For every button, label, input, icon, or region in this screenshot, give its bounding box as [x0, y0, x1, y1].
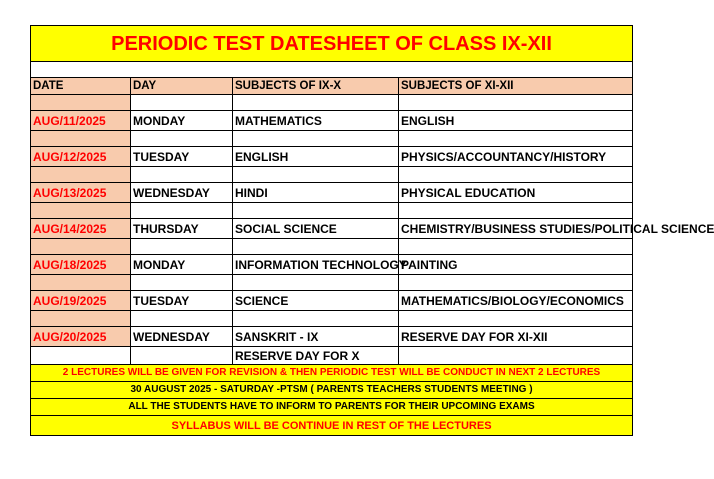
datesheet-table — [30, 25, 714, 436]
subject-xi-xii: ENGLISH — [399, 111, 633, 131]
subject-xi-xii: PHYSICAL EDUCATION — [399, 183, 633, 203]
blank-row — [31, 311, 633, 327]
reserve-day-x: RESERVE DAY FOR X — [233, 347, 399, 365]
exam-date: AUG/14/2025 — [31, 219, 131, 239]
exam-date: AUG/11/2025 — [31, 111, 131, 131]
exam-day: TUESDAY — [131, 147, 233, 167]
table-row — [31, 219, 633, 239]
exam-day: TUESDAY — [131, 291, 233, 311]
table-row — [31, 147, 633, 167]
table-row — [31, 111, 633, 131]
header-day: DAY — [131, 78, 233, 95]
table-row — [31, 327, 633, 347]
note-row — [31, 365, 633, 382]
exam-date: AUG/13/2025 — [31, 183, 131, 203]
reserve-row — [31, 347, 633, 365]
blank-row — [31, 275, 633, 291]
exam-date: AUG/18/2025 — [31, 255, 131, 275]
exam-date: AUG/20/2025 — [31, 327, 131, 347]
subject-ix-x: HINDI — [233, 183, 399, 203]
subject-ix-x: INFORMATION TECHNOLOGY — [233, 255, 399, 275]
blank-row — [31, 95, 633, 111]
blank-row — [31, 167, 633, 183]
exam-date: AUG/12/2025 — [31, 147, 131, 167]
note-syllabus: SYLLABUS WILL BE CONTINUE IN REST OF THE LECTURES — [31, 416, 633, 436]
blank-row — [31, 203, 633, 219]
note-row — [31, 399, 633, 416]
table-row — [31, 183, 633, 203]
note-ptsm: 30 AUGUST 2025 - SATURDAY -PTSM ( PARENTS TEACHERS STUDENTS MEETING ) — [31, 382, 633, 399]
exam-day: MONDAY — [131, 111, 233, 131]
title-row — [31, 26, 633, 62]
blank-row — [31, 239, 633, 255]
subject-xi-xii: MATHEMATICS/BIOLOGY/ECONOMICS — [399, 291, 633, 311]
subject-ix-x: ENGLISH — [233, 147, 399, 167]
exam-day: WEDNESDAY — [131, 327, 233, 347]
subject-xi-xii: PAINTING — [399, 255, 633, 275]
exam-day: THURSDAY — [131, 219, 233, 239]
subject-xi-xii: CHEMISTRY/BUSINESS STUDIES/POLITICAL SCIENCE — [399, 219, 633, 239]
blank-row — [31, 62, 633, 78]
table-row — [31, 291, 633, 311]
header-row — [31, 78, 633, 95]
subject-ix-x: SCIENCE — [233, 291, 399, 311]
subject-ix-x: SOCIAL SCIENCE — [233, 219, 399, 239]
blank-row — [31, 131, 633, 147]
header-subjects-ix-x: SUBJECTS OF IX-X — [233, 78, 399, 95]
subject-ix-x: SANSKRIT - IX — [233, 327, 399, 347]
subject-xi-xii: PHYSICS/ACCOUNTANCY/HISTORY — [399, 147, 633, 167]
table-row — [31, 255, 633, 275]
note-row — [31, 416, 633, 436]
note-revision: 2 LECTURES WILL BE GIVEN FOR REVISION & THEN PERIODIC TEST WILL BE CONDUCT IN NEXT 2 LECTURES — [31, 365, 633, 382]
page-title: PERIODIC TEST DATESHEET OF CLASS IX-XII — [31, 26, 633, 62]
note-inform-parents: ALL THE STUDENTS HAVE TO INFORM TO PARENTS FOR THEIR UPCOMING EXAMS — [31, 399, 633, 416]
exam-day: WEDNESDAY — [131, 183, 233, 203]
exam-day: MONDAY — [131, 255, 233, 275]
subject-ix-x: MATHEMATICS — [233, 111, 399, 131]
header-subjects-xi-xii: SUBJECTS OF XI-XII — [399, 78, 633, 95]
header-date: DATE — [31, 78, 131, 95]
exam-date: AUG/19/2025 — [31, 291, 131, 311]
note-row — [31, 382, 633, 399]
subject-xi-xii: RESERVE DAY FOR XI-XII — [399, 327, 633, 347]
